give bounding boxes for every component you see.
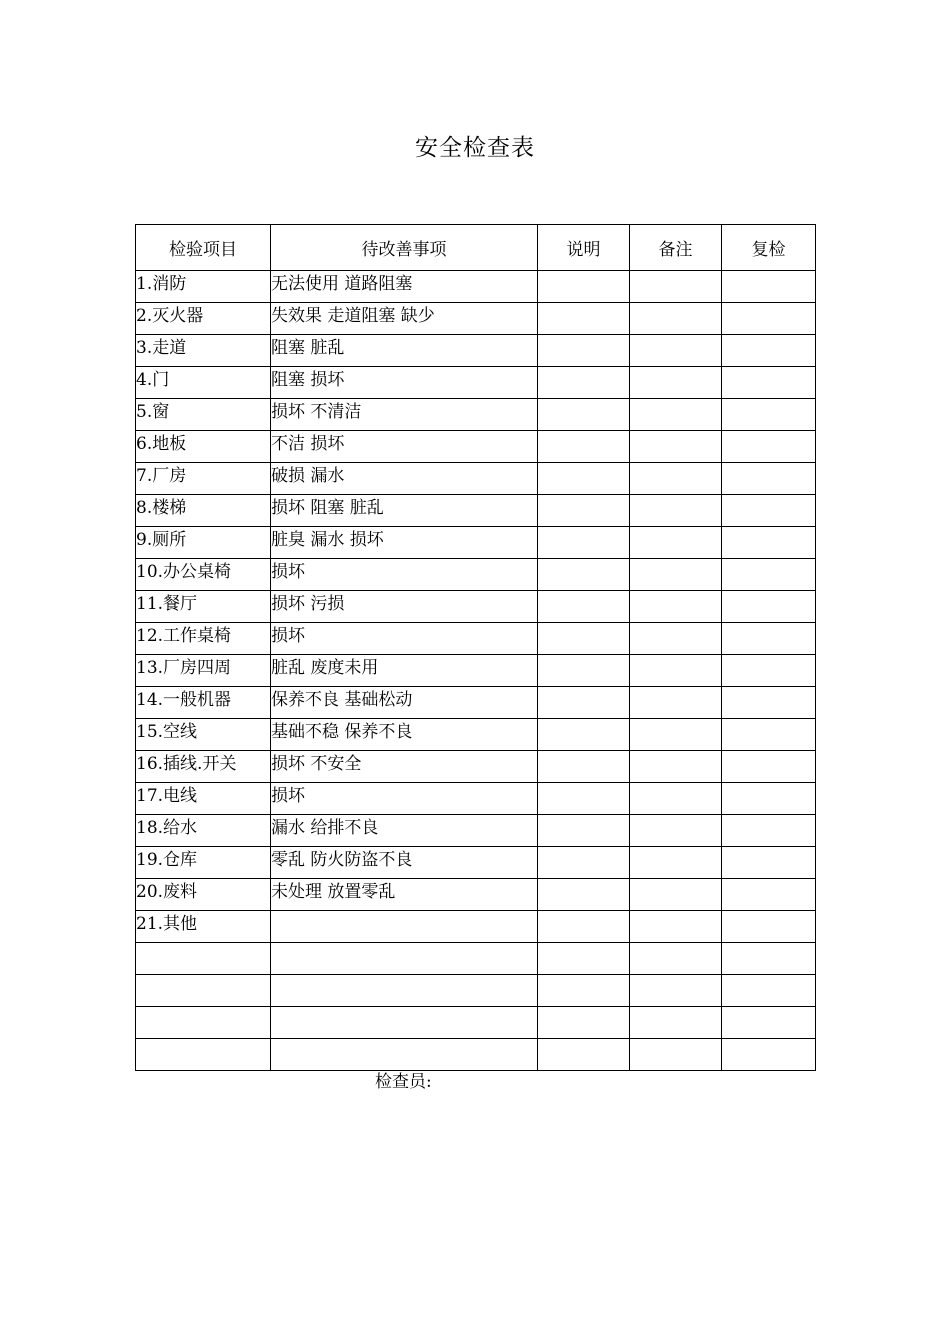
remarks-cell[interactable]: [630, 463, 722, 495]
inspection-item-cell: 6.地板: [136, 431, 271, 463]
recheck-cell[interactable]: [722, 335, 816, 367]
improvement-items-cell: 损坏 不清洁: [271, 399, 538, 431]
remarks-cell[interactable]: [630, 719, 722, 751]
header-items-to-improve: 待改善事项: [271, 225, 538, 271]
improvement-items-cell: [271, 975, 538, 1007]
inspection-item-cell: [136, 1007, 271, 1039]
remarks-cell[interactable]: [630, 623, 722, 655]
table-row: [136, 271, 816, 303]
description-cell[interactable]: [538, 943, 630, 975]
recheck-cell[interactable]: [722, 1039, 816, 1071]
remarks-cell[interactable]: [630, 943, 722, 975]
recheck-cell[interactable]: [722, 1007, 816, 1039]
improvement-items-cell: 损坏: [271, 623, 538, 655]
inspection-item-cell: 18.给水: [136, 815, 271, 847]
description-cell[interactable]: [538, 655, 630, 687]
table-row: [136, 591, 816, 623]
recheck-cell[interactable]: [722, 399, 816, 431]
document-title: 安全检查表: [415, 135, 535, 161]
improvement-items-cell: [271, 1007, 538, 1039]
improvement-items-cell: 保养不良 基础松动: [271, 687, 538, 719]
table-row: [136, 911, 816, 943]
improvement-items-cell: 不洁 损坏: [271, 431, 538, 463]
description-cell[interactable]: [538, 335, 630, 367]
table-row: [136, 815, 816, 847]
recheck-cell[interactable]: [722, 719, 816, 751]
inspection-item-cell: 13.厂房四周: [136, 655, 271, 687]
inspection-item-cell: 7.厂房: [136, 463, 271, 495]
description-cell[interactable]: [538, 591, 630, 623]
table-row: [136, 783, 816, 815]
recheck-cell[interactable]: [722, 847, 816, 879]
improvement-items-cell: 脏臭 漏水 损坏: [271, 527, 538, 559]
header-inspection-item: 检验项目: [136, 225, 271, 271]
table-row: [136, 943, 816, 975]
inspection-item-cell: [136, 975, 271, 1007]
recheck-cell[interactable]: [722, 495, 816, 527]
table-row: [136, 527, 816, 559]
improvement-items-cell: 失效果 走道阻塞 缺少: [271, 303, 538, 335]
description-cell[interactable]: [538, 847, 630, 879]
inspection-item-cell: 4.门: [136, 367, 271, 399]
recheck-cell[interactable]: [722, 879, 816, 911]
table-row: [136, 751, 816, 783]
improvement-items-cell: 零乱 防火防盗不良: [271, 847, 538, 879]
table-row: [136, 559, 816, 591]
description-cell[interactable]: [538, 367, 630, 399]
remarks-cell[interactable]: [630, 847, 722, 879]
table-body: [136, 271, 816, 1071]
inspection-item-cell: 19.仓库: [136, 847, 271, 879]
table-row: [136, 687, 816, 719]
remarks-cell[interactable]: [630, 911, 722, 943]
remarks-cell[interactable]: [630, 815, 722, 847]
inspection-item-cell: 2.灭火器: [136, 303, 271, 335]
remarks-cell[interactable]: [630, 303, 722, 335]
inspection-item-cell: 12.工作桌椅: [136, 623, 271, 655]
remarks-cell[interactable]: [630, 687, 722, 719]
description-cell[interactable]: [538, 495, 630, 527]
improvement-items-cell: [271, 1039, 538, 1071]
table-row: [136, 975, 816, 1007]
inspection-item-cell: 15.空线: [136, 719, 271, 751]
remarks-cell[interactable]: [630, 591, 722, 623]
inspection-item-cell: 8.楼梯: [136, 495, 271, 527]
remarks-cell[interactable]: [630, 751, 722, 783]
inspection-item-cell: 14.一般机器: [136, 687, 271, 719]
remarks-cell[interactable]: [630, 975, 722, 1007]
description-cell[interactable]: [538, 751, 630, 783]
recheck-cell[interactable]: [722, 303, 816, 335]
recheck-cell[interactable]: [722, 271, 816, 303]
inspection-item-cell: 16.插线.开关: [136, 751, 271, 783]
inspection-item-cell: 3.走道: [136, 335, 271, 367]
recheck-cell[interactable]: [722, 911, 816, 943]
description-cell[interactable]: [538, 559, 630, 591]
inspection-item-cell: [136, 1039, 271, 1071]
header-description: 说明: [538, 225, 630, 271]
inspection-item-cell: 9.厕所: [136, 527, 271, 559]
header-remarks: 备注: [630, 225, 722, 271]
recheck-cell[interactable]: [722, 783, 816, 815]
recheck-cell[interactable]: [722, 559, 816, 591]
improvement-items-cell: 漏水 给排不良: [271, 815, 538, 847]
description-cell[interactable]: [538, 271, 630, 303]
improvement-items-cell: 损坏 阻塞 脏乱: [271, 495, 538, 527]
improvement-items-cell: 无法使用 道路阻塞: [271, 271, 538, 303]
description-cell[interactable]: [538, 303, 630, 335]
table-row: [136, 879, 816, 911]
improvement-items-cell: [271, 943, 538, 975]
remarks-cell[interactable]: [630, 655, 722, 687]
table-row: [136, 495, 816, 527]
remarks-cell[interactable]: [630, 495, 722, 527]
inspection-table: [135, 224, 816, 1071]
inspection-item-cell: 10.办公桌椅: [136, 559, 271, 591]
improvement-items-cell: 基础不稳 保养不良: [271, 719, 538, 751]
remarks-cell[interactable]: [630, 431, 722, 463]
remarks-cell[interactable]: [630, 271, 722, 303]
table-row: [136, 399, 816, 431]
improvement-items-cell: 损坏 不安全: [271, 751, 538, 783]
table-row: [136, 719, 816, 751]
inspector-signature-label: 检查员:: [375, 1072, 432, 1092]
recheck-cell[interactable]: [722, 751, 816, 783]
header-recheck: 复检: [722, 225, 816, 271]
table-row: [136, 1007, 816, 1039]
remarks-cell[interactable]: [630, 367, 722, 399]
inspection-item-cell: 20.废料: [136, 879, 271, 911]
recheck-cell[interactable]: [722, 975, 816, 1007]
table-row: [136, 463, 816, 495]
description-cell[interactable]: [538, 911, 630, 943]
inspection-item-cell: 17.电线: [136, 783, 271, 815]
table-row: [136, 335, 816, 367]
table-row: [136, 623, 816, 655]
inspection-item-cell: 5.窗: [136, 399, 271, 431]
improvement-items-cell: 阻塞 损坏: [271, 367, 538, 399]
remarks-cell[interactable]: [630, 1007, 722, 1039]
table-row: [136, 367, 816, 399]
description-cell[interactable]: [538, 463, 630, 495]
inspection-item-cell: 1.消防: [136, 271, 271, 303]
remarks-cell[interactable]: [630, 335, 722, 367]
table-row: [136, 847, 816, 879]
recheck-cell[interactable]: [722, 943, 816, 975]
recheck-cell[interactable]: [722, 623, 816, 655]
remarks-cell[interactable]: [630, 399, 722, 431]
remarks-cell[interactable]: [630, 879, 722, 911]
table-row: [136, 303, 816, 335]
table-row: [136, 1039, 816, 1071]
improvement-items-cell: 未处理 放置零乱: [271, 879, 538, 911]
recheck-cell[interactable]: [722, 655, 816, 687]
description-cell[interactable]: [538, 815, 630, 847]
table-row: [136, 431, 816, 463]
inspection-item-cell: 11.餐厅: [136, 591, 271, 623]
recheck-cell[interactable]: [722, 431, 816, 463]
description-cell[interactable]: [538, 783, 630, 815]
recheck-cell[interactable]: [722, 367, 816, 399]
improvement-items-cell: 脏乱 废度未用: [271, 655, 538, 687]
recheck-cell[interactable]: [722, 687, 816, 719]
improvement-items-cell: 损坏: [271, 559, 538, 591]
description-cell[interactable]: [538, 879, 630, 911]
inspection-item-cell: 21.其他: [136, 911, 271, 943]
description-cell[interactable]: [538, 1007, 630, 1039]
description-cell[interactable]: [538, 527, 630, 559]
remarks-cell[interactable]: [630, 527, 722, 559]
improvement-items-cell: 损坏 污损: [271, 591, 538, 623]
improvement-items-cell: 阻塞 脏乱: [271, 335, 538, 367]
table-row: [136, 655, 816, 687]
remarks-cell[interactable]: [630, 559, 722, 591]
improvement-items-cell: 损坏: [271, 783, 538, 815]
description-cell[interactable]: [538, 975, 630, 1007]
description-cell[interactable]: [538, 687, 630, 719]
recheck-cell[interactable]: [722, 591, 816, 623]
remarks-cell[interactable]: [630, 1039, 722, 1071]
description-cell[interactable]: [538, 1039, 630, 1071]
remarks-cell[interactable]: [630, 783, 722, 815]
inspection-item-cell: [136, 943, 271, 975]
improvement-items-cell: 破损 漏水: [271, 463, 538, 495]
description-cell[interactable]: [538, 431, 630, 463]
table-header-row: [136, 225, 816, 271]
recheck-cell[interactable]: [722, 463, 816, 495]
recheck-cell[interactable]: [722, 815, 816, 847]
improvement-items-cell: [271, 911, 538, 943]
description-cell[interactable]: [538, 719, 630, 751]
description-cell[interactable]: [538, 623, 630, 655]
description-cell[interactable]: [538, 399, 630, 431]
recheck-cell[interactable]: [722, 527, 816, 559]
